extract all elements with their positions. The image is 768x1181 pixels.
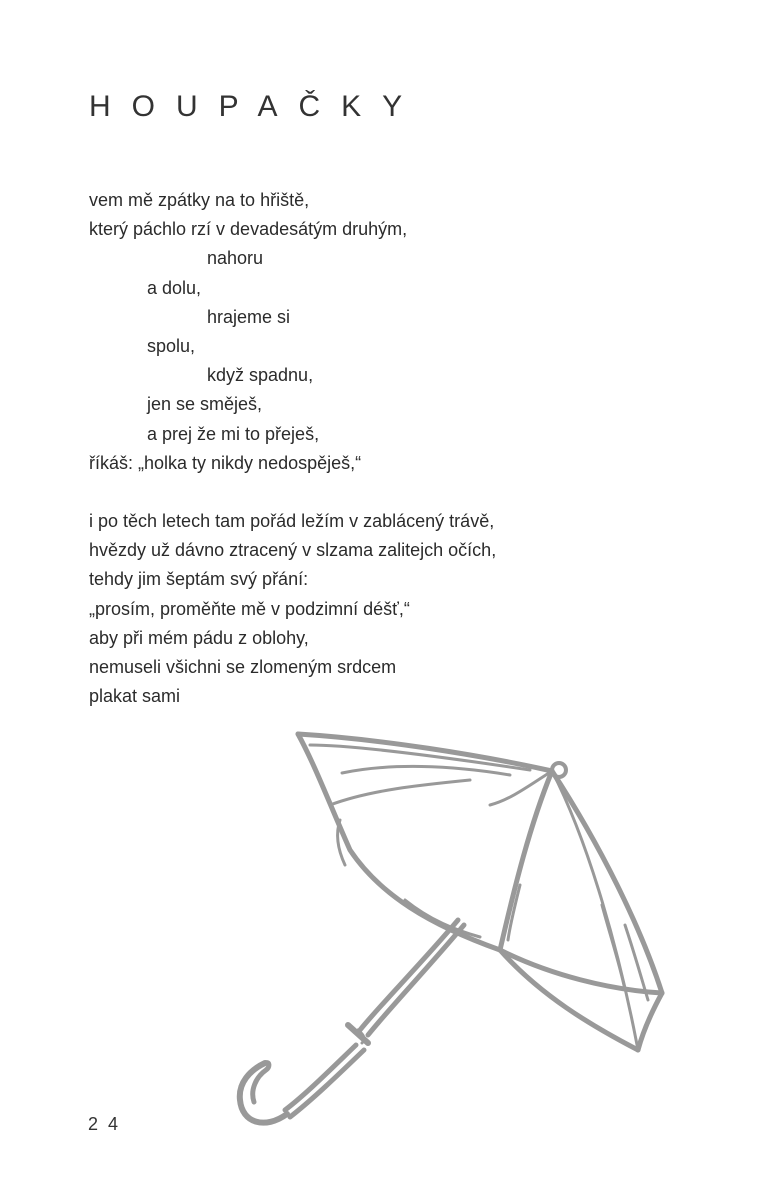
umbrella-icon bbox=[230, 725, 670, 1135]
poem-line: tehdy jim šeptám svý přání: bbox=[89, 569, 309, 590]
poem-line: jen se směješ, bbox=[147, 394, 263, 415]
poem-line: hvězdy už dávno ztracený v slzama zalitejch očích, bbox=[89, 540, 497, 561]
poem-line: když spadnu, bbox=[207, 365, 314, 386]
stanza-gap bbox=[89, 478, 496, 507]
poem-line: plakat sami bbox=[89, 686, 181, 707]
poem-line: který páchlo rzí v devadesátým druhým, bbox=[89, 219, 408, 240]
poem-line: vem mě zpátky na to hřiště, bbox=[89, 190, 310, 210]
poem-body bbox=[89, 186, 496, 711]
page-number: 24 bbox=[88, 1114, 129, 1134]
poem-line: „prosím, proměňte mě v podzimní déšť,“ bbox=[89, 598, 410, 619]
poem-line: i po těch letech tam pořád ležím v zablácený trávě, bbox=[89, 511, 495, 532]
poem-line: nahoru bbox=[207, 248, 264, 269]
poem-line: aby při mém pádu z oblohy, bbox=[89, 627, 309, 648]
poem-line: hrajeme si bbox=[207, 306, 291, 327]
poem-line: a prej že mi to přeješ, bbox=[147, 423, 320, 444]
poem-line: říkáš: „holka ty nikdy nedospěješ,“ bbox=[89, 452, 362, 473]
stanza-1 bbox=[89, 186, 496, 478]
stanza-2 bbox=[89, 507, 496, 711]
poem-line: nemuseli všichni se zlomeným srdcem bbox=[89, 657, 397, 677]
poem-line: spolu, bbox=[147, 335, 196, 356]
poem-title: HOUPAČKY bbox=[89, 90, 424, 123]
poem-line: a dolu, bbox=[147, 277, 202, 298]
